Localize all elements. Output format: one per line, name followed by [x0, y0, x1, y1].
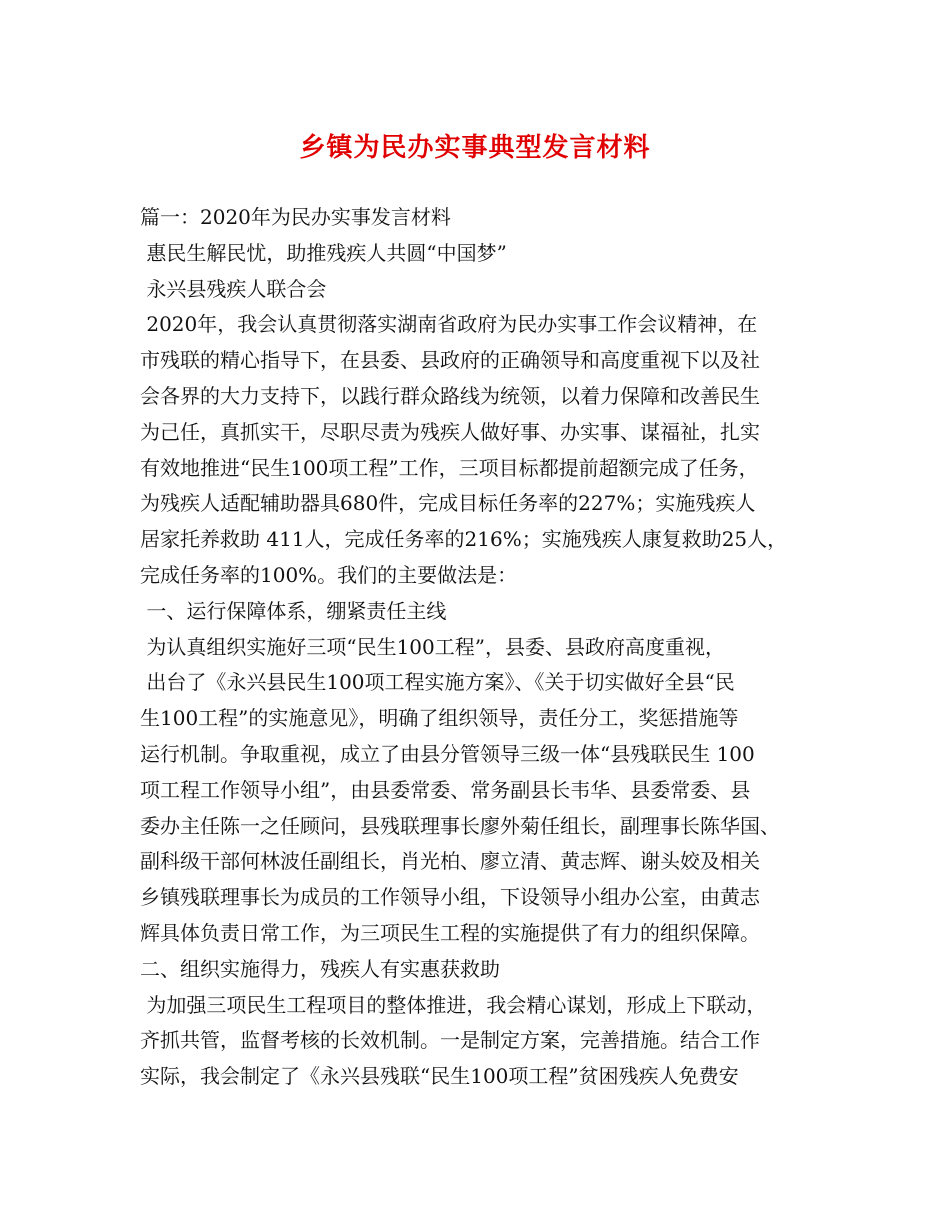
text-line: 二、组织实施得力，残疾人有实惠获救助 [140, 956, 500, 981]
text-line: 辉具体负责日常工作，为三项民生工程的实施提供了有力的组织保障。 [140, 920, 760, 945]
text-line: 为己任，真抓实干，尽职尽责为残疾人做好事、办实事、谋福祉，扎实 [140, 419, 760, 444]
text-line: 出台了《永兴县民生100项工程实施方案》、《关于切实做好全县“民 [140, 670, 735, 695]
text-line: 会各界的大力支持下，以践行群众路线为统领，以着力保障和改善民生 [140, 383, 760, 408]
text-line: 有效地推进“民生100项工程”工作，三项目标都提前超额完成了任务， [140, 455, 759, 480]
text-line: 市残联的精心指导下，在县委、县政府的正确领导和高度重视下以及社 [140, 348, 760, 373]
text-line: 实际，我会制定了《永兴县残联“民生100项工程”贫困残疾人免费安 [140, 1064, 739, 1089]
document-body [140, 200, 830, 1095]
text-line: 委办主任陈一之任顾问，县残联理事长廖外菊任组长，副理事长陈华国、 [140, 813, 780, 838]
text-line: 惠民生解民忧，助推残疾人共圆“中国梦” [140, 240, 507, 265]
text-line: 乡镇残联理事长为成员的工作领导小组，下设领导小组办公室，由黄志 [140, 885, 760, 910]
text-line: 篇一：2020年为民办实事发言材料 [140, 205, 451, 229]
text-line: 运行机制。争取重视，成立了由县分管领导三级一体“县残联民生 100 [140, 741, 755, 766]
text-line: 为加强三项民生工程项目的整体推进，我会精心谋划，形成上下联动， [140, 992, 767, 1017]
text-line: 生100工程”的实施意见》，明确了组织领导，责任分工，奖惩措施等 [140, 706, 739, 731]
text-line: 2020年，我会认真贯彻落实湖南省政府为民办实事工作会议精神，在 [140, 312, 758, 337]
text-line: 一、运行保障体系，绷紧责任主线 [140, 598, 447, 623]
text-line: 为认真组织实施好三项“民生100工程”，县委、县政府高度重视， [140, 634, 725, 659]
text-line: 副科级干部何林波任副组长，肖光柏、廖立清、黄志辉、谢头姣及相关 [140, 849, 760, 874]
text-line: 为残疾人适配辅助器具680件，完成目标任务率的227%；实施残疾人 [140, 491, 756, 516]
text-line: 完成任务率的100%。我们的主要做法是： [140, 562, 518, 587]
text-line: 居家托养救助 411人，完成任务率的216%；实施残疾人康复救助25人， [140, 527, 788, 552]
text-line: 齐抓共管，监督考核的长效机制。一是制定方案，完善措施。结合工作 [140, 1028, 760, 1053]
document-title: 乡镇为民办实事典型发言材料 [299, 133, 651, 163]
text-line: 永兴县残疾人联合会 [140, 276, 327, 301]
text-line: 项工程工作领导小组”，由县委常委、常务副县长韦华、县委常委、县 [140, 777, 751, 802]
